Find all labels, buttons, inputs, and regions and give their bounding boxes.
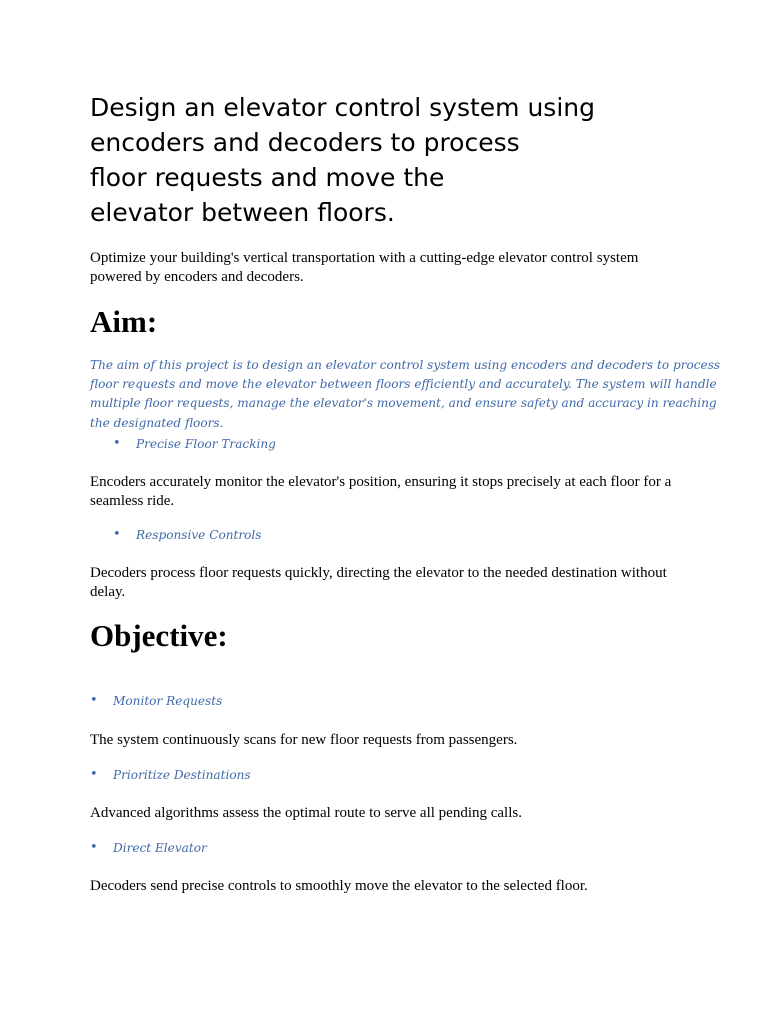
aim-bullet-description — [90, 473, 690, 510]
bullet-icon: • — [113, 527, 121, 542]
aim-line: multiple floor requests, manage the elevator's movement, and ensure safety and accuracy in reaching — [90, 396, 717, 411]
description-line: seamless ride. — [90, 492, 175, 509]
description-line: Decoders process floor requests quickly, directing the elevator to the needed destination without — [90, 565, 667, 581]
aim-bullet-responsive-controls — [113, 526, 262, 544]
bullet-label: Precise Floor Tracking — [136, 437, 276, 451]
bullet-label: Prioritize Destinations — [113, 768, 251, 782]
objective-bullet-description: The system continuously scans for new floor requests from passengers. — [90, 732, 518, 748]
title-line: floor requests and move the — [90, 163, 445, 192]
aim-bullet-precise-floor-tracking — [113, 435, 276, 453]
bullet-label: Direct Elevator — [113, 841, 207, 855]
aim-paragraph — [90, 356, 721, 433]
aim-line: the designated floors. — [90, 415, 224, 430]
aim-heading: Aim: — [90, 304, 158, 339]
bullet-icon: • — [90, 840, 98, 855]
objective-bullet-prioritize-destinations — [90, 766, 251, 784]
objective-bullet-direct-elevator — [90, 839, 207, 857]
bullet-label: Monitor Requests — [113, 694, 223, 708]
intro-paragraph — [90, 249, 690, 286]
description-line: Encoders accurately monitor the elevator's position, ensuring it stops precisely at each floor for a — [90, 474, 672, 490]
intro-line: Optimize your building's vertical transportation with a cutting-edge elevator control system — [90, 250, 639, 266]
page-title — [90, 90, 650, 230]
objective-bullet-monitor-requests — [90, 692, 223, 710]
objective-heading: Objective: — [90, 618, 228, 653]
aim-line: The aim of this project is to design an elevator control system using encoders and decoders to process — [90, 358, 721, 372]
bullet-label: Responsive Controls — [136, 528, 262, 542]
aim-line: floor requests and move the elevator between floors efficiently and accurately. The system will handle — [90, 377, 717, 392]
description-line: delay. — [90, 583, 126, 600]
title-line: encoders and decoders to process — [90, 128, 520, 157]
title-line: elevator between floors. — [90, 198, 395, 227]
title-line: Design an elevator control system using — [90, 93, 595, 122]
bullet-icon: • — [90, 767, 98, 782]
objective-bullet-description: Decoders send precise controls to smoothly move the elevator to the selected floor. — [90, 878, 588, 894]
bullet-icon: • — [113, 436, 121, 451]
bullet-icon: • — [90, 693, 98, 708]
intro-line: powered by encoders and decoders. — [90, 268, 304, 285]
objective-bullet-description: Advanced algorithms assess the optimal route to serve all pending calls. — [90, 805, 522, 821]
aim-bullet-description — [90, 564, 690, 601]
